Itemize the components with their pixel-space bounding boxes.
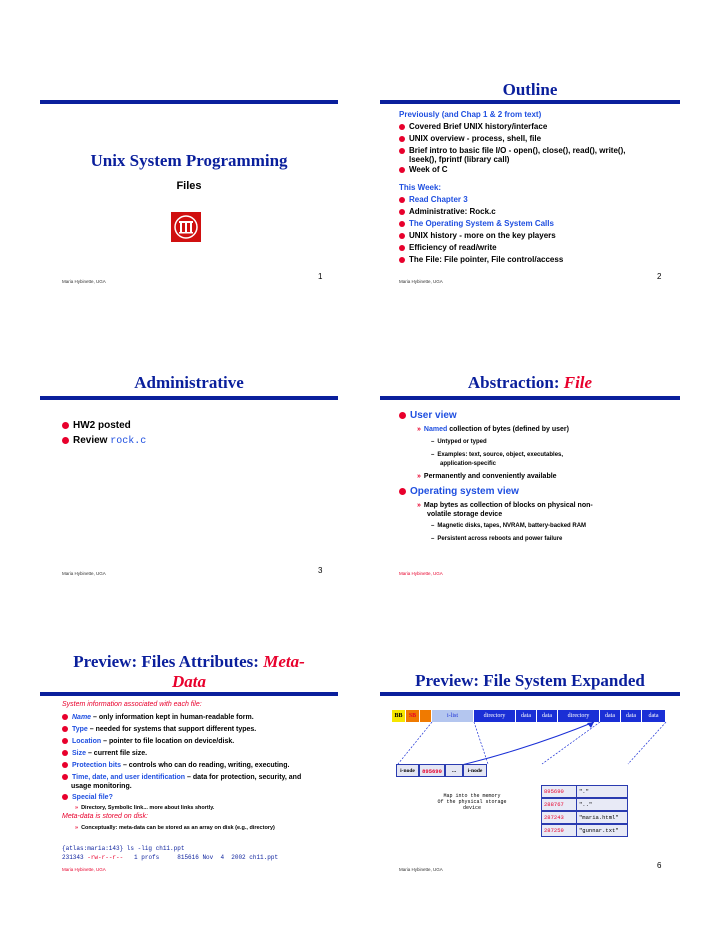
list-item: Read Chapter 3 xyxy=(399,195,468,204)
list-item: Protection bits – controls who can do reading, writing, executing. xyxy=(62,761,289,770)
list-item: The Operating System & System Calls xyxy=(399,219,554,228)
connector-lines xyxy=(380,700,680,880)
list-item: Type – needed for systems that support different types. xyxy=(62,725,256,734)
slide-4-title: Abstraction: File xyxy=(467,373,593,392)
block-ilist: i-list xyxy=(432,710,474,722)
ls-command: {atlas:maria:143} ls -lig ch11.ppt xyxy=(62,845,185,852)
block-bb: BB xyxy=(392,710,406,722)
title-rule xyxy=(40,100,338,104)
list-item: Efficiency of read/write xyxy=(399,243,497,252)
list-item: Week of C xyxy=(399,165,448,174)
meta-stored: Meta-data is stored on disk: xyxy=(62,813,148,820)
sub-sub-item: – Persistent across reboots and power failure xyxy=(431,536,563,542)
list-item: Time, date, and user identification – data for protection, security, and xyxy=(62,773,301,782)
directory-entry: 895690 "." xyxy=(541,785,628,798)
inode-cell: i-node xyxy=(396,764,419,777)
list-item: Review rock.c xyxy=(62,435,146,448)
list-item: Administrative: Rock.c xyxy=(399,207,496,216)
title-rule xyxy=(380,100,680,104)
sub-sub-item-continued: application-specific xyxy=(440,461,497,467)
sub-item: » Conceptually: meta-data can be stored as an array on disk (e.g., directory) xyxy=(75,825,275,831)
block-sb: SB xyxy=(406,710,420,722)
slide-3-title: Administrative xyxy=(134,373,244,392)
slide-2-footer: Maria Hybinette, UGA xyxy=(399,279,443,284)
uga-arch-logo-icon xyxy=(171,212,201,242)
directory-entry: 287259 "gunnar.txt" xyxy=(541,824,628,837)
slide-5-title: Preview: Files Attributes: Meta- Data xyxy=(73,652,305,691)
slide-1-subtitle: Files xyxy=(176,180,202,192)
list-item: HW2 posted xyxy=(62,420,131,432)
slide-1-number: 1 xyxy=(318,272,323,281)
block-data: data xyxy=(642,710,666,722)
block-directory: directory xyxy=(474,710,516,722)
list-item: The File: File pointer, File control/access xyxy=(399,255,563,264)
list-item-user-view: User view xyxy=(399,410,457,422)
slide-1-footer: Maria Hybinette, UGA xyxy=(62,279,106,284)
slide-6-number: 6 xyxy=(657,861,662,870)
list-item: Size – current file size. xyxy=(62,749,147,758)
list-item-continued: lseek(), fprintf (library call) xyxy=(409,155,510,164)
outline-section-this-week: This Week: xyxy=(399,183,442,192)
memory-note: Map into the memory Of the physical storage device xyxy=(437,793,507,811)
sub-item: » Permanently and conveniently available xyxy=(417,473,557,480)
block-data: data xyxy=(516,710,537,722)
slide-5-footer: Maria Hybinette, UGA xyxy=(62,867,106,872)
list-item: Covered Brief UNIX history/interface xyxy=(399,122,547,131)
block-data: data xyxy=(600,710,621,722)
inode-cell-highlight: 895690 xyxy=(419,764,445,777)
title-rule xyxy=(40,692,338,696)
slide-3-footer: Maria Hybinette, UGA xyxy=(62,571,106,576)
slide-3-number: 3 xyxy=(318,566,323,575)
inode-cell: ... xyxy=(445,764,463,777)
directory-entry: 288767 ".." xyxy=(541,798,628,811)
slide-1-title: Unix System Programming xyxy=(90,151,288,170)
title-rule xyxy=(380,692,680,696)
sub-item: » Map bytes as collection of blocks on physical non- xyxy=(417,502,593,509)
sub-item-continued: volatile storage device xyxy=(427,511,503,518)
list-item: Brief intro to basic file I/O - open(), close(), read(), write(), xyxy=(399,146,625,155)
slide-2-number: 2 xyxy=(657,272,662,281)
sub-sub-item: – Untyped or typed xyxy=(431,439,487,445)
sub-item: » Named collection of bytes (defined by user) xyxy=(417,426,569,433)
slide-6-title: Preview: File System Expanded xyxy=(415,671,645,690)
inode-cell: i-node xyxy=(463,764,487,777)
outline-section-previously: Previously (and Chap 1 & 2 from text) xyxy=(399,110,542,119)
block-data: data xyxy=(537,710,558,722)
slide-2-title: Outline xyxy=(502,80,558,99)
list-item-os-view: Operating system view xyxy=(399,486,519,498)
meta-intro: System information associated with each file: xyxy=(62,701,202,708)
list-item: UNIX overview - process, shell, file xyxy=(399,134,541,143)
list-item: Special file? xyxy=(62,793,113,802)
list-item: Location – pointer to file location on device/disk. xyxy=(62,737,234,746)
block-directory: directory xyxy=(558,710,600,722)
list-item: UNIX history - more on the key players xyxy=(399,231,556,240)
ls-output: 231343 -rw-r--r-- 1 profs 815616 Nov 4 2002 ch11.ppt xyxy=(62,854,279,861)
slide-6-footer: Maria Hybinette, UGA xyxy=(399,867,443,872)
sub-sub-item: – Examples: text, source, object, executables, xyxy=(431,452,564,458)
block-data: data xyxy=(621,710,642,722)
sub-item: » Directory, Symbolic link... more about links shortly. xyxy=(75,805,215,811)
list-item: Name – only information kept in human-readable form. xyxy=(62,713,254,722)
slide-4-footer: Maria Hybinette, UGA xyxy=(399,571,443,576)
directory-entry: 287243 "maria.html" xyxy=(541,811,628,824)
sub-sub-item: – Magnetic disks, tapes, NVRAM, battery-backed RAM xyxy=(431,523,587,529)
list-item-continued: usage monitoring. xyxy=(71,783,132,790)
title-rule xyxy=(40,396,338,400)
title-rule xyxy=(380,396,680,400)
